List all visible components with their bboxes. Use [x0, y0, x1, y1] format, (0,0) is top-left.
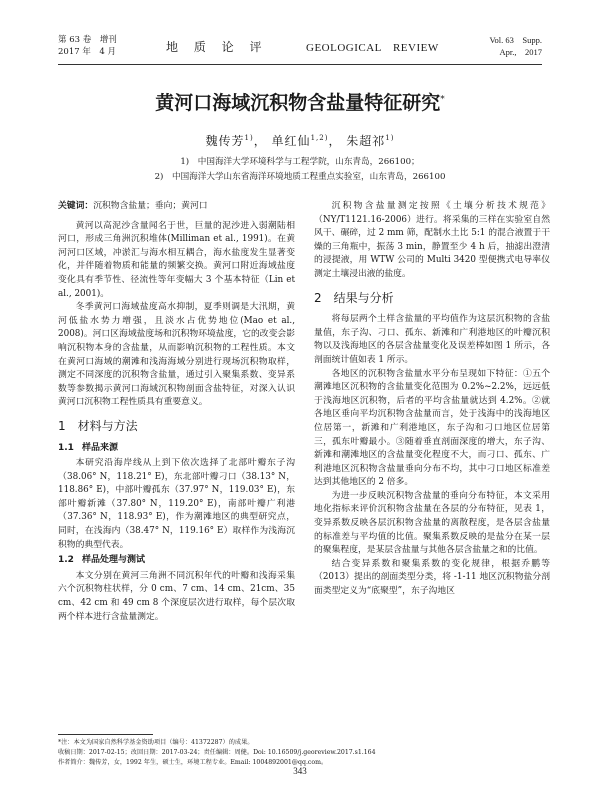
- keywords-label: 关键词：: [58, 201, 94, 211]
- section-title: 结果与分析: [333, 290, 394, 305]
- section-heading: [58, 420, 295, 434]
- section-title: 材料与方法: [77, 418, 138, 433]
- left-column: [58, 200, 295, 624]
- intro-paragraph: 冬季黄河口海域盐度高水抑制，夏季则调是大汛期，黄河低盐水势力增强，且淡水占优势地位(Mao et al., 2008)。河口区海域盐度场和沉积物环境盐度，它的改变会影响沉积物本身的含盐量，从而影响沉积物的工程性质。本文在黄河口海域的潮滩和浅海海域分别进行现场沉积物取样，测定不同深度的沉积物含盐量，通过引入聚集系数、变异系数等参数揭示黄河口海域沉积物剖面含盐特征，对深入认识黄河口沉积物工程性质具有重要意义。: [58, 302, 295, 408]
- subsection-heading: [58, 442, 295, 456]
- footnote-rule: [58, 734, 153, 735]
- body-paragraph: 本研究沿海岸线从上到下依次选择了北部叶瓣东子沟（38.06° N，118.21° E)，东北部叶瓣刁口（38.13° N，118.86° E)，中部叶瓣孤东（37.97° N，119.03° E)，东部叶瓣新滩（37.80° N，119.20° E)，南部叶瓣广利港（37.36° N，118.93° E)，作为潮滩地区的典型研究点，同时，在浅海内（38.47° N，119.16° E）取样作为浅海沉积物的典型代表。: [58, 458, 295, 550]
- running-header: [58, 30, 542, 68]
- header-left: [58, 34, 117, 58]
- results-paragraph: 各地区的沉积物含盐量水平分布呈现如下特征：①五个潮滩地区沉积物的含盐量变化范围为 0.2%~2.2%，远远低于浅海地区沉积物，后者的平均含盐量就达到 4.2%。②就各地区垂向平均沉积物含盐量而言，处于浅海中的浅海地区位居第一，新滩和广利港地区，东子沟和刁口地区位居第三，孤东叶瓣最小。③随着垂直剖面深度的增大，东子沟、新滩和潮滩地区的含盐量变化程度不大，而刁口、孤东、广利港地区沉积物含盐量垂向分布不均，其中刁口地区标准差达到其他地区的 2 倍多。: [314, 368, 550, 488]
- footnote-author-bio: 作者简介：魏传芳，女，1992 年生，硕士生，环境工程专业。Email: 1004892001@qq.com。: [58, 759, 328, 766]
- results-paragraph: 将每层两个土样含盐量的平均值作为这层沉积物的含盐量值，东子沟、刁口、孤东、新滩和广利港地区的叶瓣沉积物以及浅海地区的各层含盐量变化及误差棒如图 1 所示，各剖面统计值如表 1 所示。: [314, 314, 550, 365]
- keywords: [58, 200, 295, 214]
- author-name: 朱超祁: [346, 134, 386, 148]
- author-name: 单红仙: [271, 134, 311, 148]
- journal-name-en: GEOLOGICAL REVIEW: [306, 42, 439, 54]
- footnote-dates: 收稿日期：2017-02-15；改回日期：2017-03-24；责任编辑：周健。Doi: 10.16509/j.georeview.2017.s1.164: [58, 749, 376, 756]
- footnote-funding: *注：本文为国家自然科学基金资助项目（编号：41372287）的成果。: [58, 739, 254, 746]
- volume-en: Vol. 63 Supp.: [489, 35, 542, 45]
- author-affil-mark: 1,2): [310, 134, 329, 142]
- journal-name-cn: 地 质 论 评: [166, 40, 268, 54]
- paper-title: [0, 88, 600, 115]
- subsection-number: 1.1: [58, 442, 74, 453]
- date-en: Apr., 2017: [499, 47, 542, 57]
- author-affil-mark: 1): [385, 134, 395, 142]
- footnote: [58, 738, 550, 768]
- title-footnote-mark: *: [440, 94, 445, 105]
- subsection-number: 1.2: [58, 555, 74, 566]
- body-paragraph: 沉积物含盐量测定按照《土壤分析技术规范》（NY/T1121.16-2006）进行。将采集的三样在实验室自然风干、碾碎，过 2 mm 筛，配制水土比 5:1 的混合液置于干燥的三角瓶中，振荡 3 min，静置至少 4 h 后，抽滤出澄清的浸提液，用 WTW 公司的 Multi 3420 型便携式电导率仪测定土壤浸出液的盐度。: [314, 201, 550, 279]
- header-right: [489, 34, 542, 58]
- author-name: 魏传芳: [205, 134, 245, 148]
- subsection-heading: [58, 554, 295, 568]
- keywords-text: 沉积物含盐量；垂向；黄河口: [93, 201, 208, 211]
- section-heading: [314, 292, 550, 306]
- affiliation-2: 2) 中国海洋大学山东省海洋环境地质工程重点实验室，山东青岛，266100: [154, 172, 446, 182]
- author-list: 魏传芳$^{1)}$， 单红仙$^{1,2)}$， 朱超祁$^{1)}$: [205, 134, 395, 148]
- page-number: 343: [293, 766, 307, 776]
- body-paragraph: 本文分别在黄河三角洲不同沉积年代的叶瓣和浅海采集六个沉积物柱状样，分 0 cm、7 cm、14 cm、21cm、35 cm、42 cm 和 49 cm 8 个深度层次进行取样，每个层次取两个样本进行含盐量测定。: [58, 570, 295, 622]
- paper-title-text: 黄河口海域沉积物含盐量特征研究: [155, 92, 441, 114]
- subsection-title: 样品来源: [81, 442, 118, 453]
- results-paragraph: 为进一步反映沉积物含盐量的垂向分布特征，本文采用地化指标来评价沉积物含盐量在各层的分布特征，见表 1，变异系数反映各层沉积物含盐量的离散程度，是各层含盐量的标准差与平均值的比值。聚集系数反映的是盐分在某一层的聚集程度，是某层含盐量与其他各层含盐量之和的比值。: [314, 490, 550, 556]
- results-paragraph: 结合变异系数和聚集系数的变化规律，根据乔鹏等（2013）提出的剖面类型分类，将 -1-11 地区沉积物盐分剖面类型定义为“底聚型”，东子沟地区: [314, 558, 550, 597]
- date-cn: 2017 年 4 月: [58, 47, 116, 57]
- intro-paragraph: 黄河以高泥沙含量闻名于世，巨量的泥沙进入弱潮陆相河口，形成三角洲沉积堆体(Milliman et al., 1991)。在黄河河口区域，冲淤汇与海水相互耦合，海水盐度发生显著变化，并伴随着物质和能量的频繁交换。黄河口附近海域盐度变化具有季节性、径流性等年变幅大 3 个基本特征（Lin et al., 2001)。: [58, 220, 295, 299]
- subsection-title: 样品处理与测试: [81, 555, 145, 566]
- affiliation-1: 1) 中国海洋大学环境科学与工程学院，山东青岛，266100；: [180, 157, 420, 167]
- section-number: 2: [314, 290, 322, 305]
- section-number: 1: [58, 418, 66, 433]
- right-column: [314, 200, 550, 599]
- volume-cn: 第 63 卷 增刊: [58, 35, 117, 45]
- header-rule: [58, 64, 542, 65]
- author-affil-mark: 1): [244, 134, 254, 142]
